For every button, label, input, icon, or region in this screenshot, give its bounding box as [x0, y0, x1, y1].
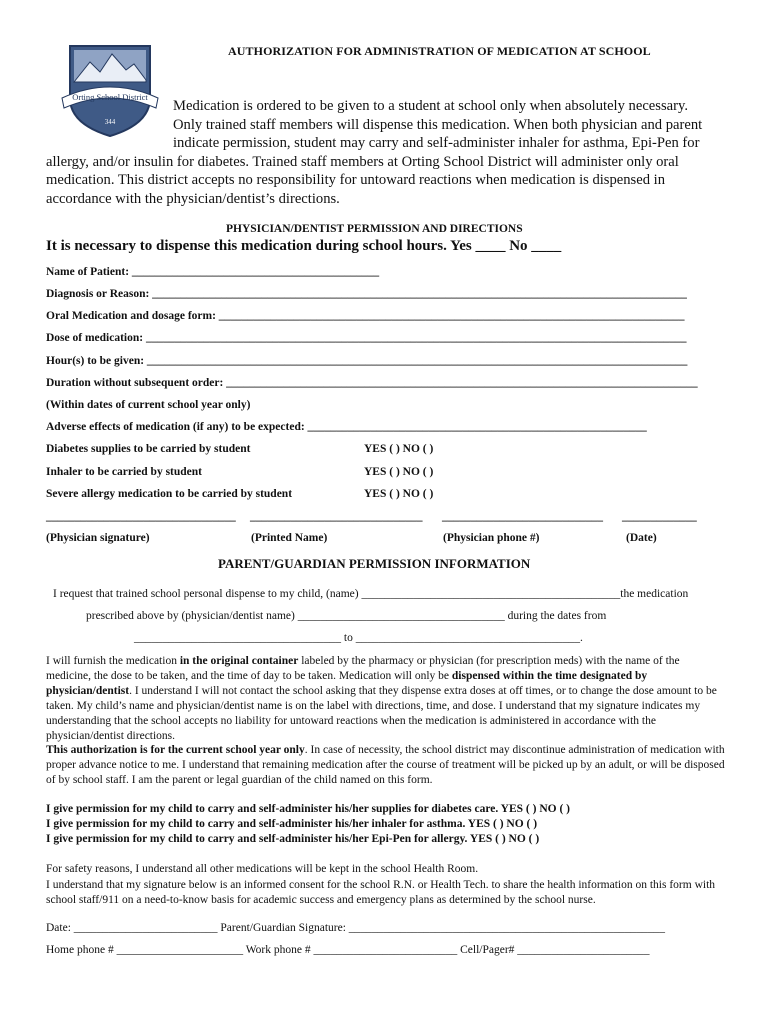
dose-field[interactable]: Dose of medication: ______________________________________________________________________________________________ — [46, 332, 687, 344]
carry-item-label: Diabetes supplies to be carried by student — [46, 443, 251, 455]
carry-item-options[interactable]: YES ( ) NO ( ) — [364, 488, 434, 500]
printed-name-caption: (Printed Name) — [251, 532, 328, 544]
dispense-question[interactable]: It is necessary to dispense this medication during school hours. Yes ____ No ____ — [46, 238, 562, 254]
document-title: AUTHORIZATION FOR ADMINISTRATION OF MEDICATION AT SCHOOL — [228, 44, 651, 58]
physician-section-title: PHYSICIAN/DENTIST PERMISSION AND DIRECTIONS — [226, 223, 523, 235]
duration-field[interactable]: Duration without subsequent order: __________________________________________________________________________________ — [46, 377, 698, 389]
carry-item-label: Severe allergy medication to be carried by student — [46, 488, 293, 500]
phone-line[interactable]: Home phone # ______________________ Work phone # _________________________ Cell/Pager# _______________________ — [46, 944, 650, 956]
intro-line: accordance with the physician/dentist’s directions. — [46, 190, 340, 207]
physician-signature-line[interactable]: _________________________________ — [46, 511, 236, 523]
physician-phone-line[interactable]: ____________________________ — [442, 511, 603, 523]
duration-note: (Within dates of current school year only) — [46, 399, 251, 411]
intro-line: allergy, and/or insulin for diabetes. Trained staff members at Orting School District will administer only oral — [46, 153, 679, 170]
intro-line: Medication is ordered to be given to a student at school only when absolutely necessary. — [173, 98, 688, 114]
physician-signature-caption: (Physician signature) — [46, 532, 150, 544]
furnish-paragraph: I will furnish the medication in the original container labeled by the pharmacy or physician (for prescription meds) with the name of the medicine, the dose to be taken, and the time of day to be taken. Medication will only be dispensed within the time designated by physician/dentist. I understand I will not contact the school asking that they dispense extra doses at off times, or to change the dose amount to be taken. My child’s name and physician/dentist name is on the label with directions, time, and dose. I understand that my signature indicates my understanding that the school accepts no liability for untoward reactions when the medication is administered in accordance with the physician/dentist directions. — [46, 655, 717, 742]
diagnosis-field[interactable]: Diagnosis or Reason: _____________________________________________________________________________________________ — [46, 288, 687, 300]
hours-field[interactable]: Hour(s) to be given: ______________________________________________________________________________________________ — [46, 355, 688, 367]
carry-item-options[interactable]: YES ( ) NO ( ) — [364, 443, 434, 455]
date-signature-line[interactable]: Date: _________________________ Parent/Guardian Signature: _______________________________________________________ — [46, 922, 666, 934]
intro-line: indicate permission, student may carry and self-administer inhaler for asthma, Epi-Pen for — [173, 135, 700, 152]
permission-epipen[interactable]: I give permission for my child to carry and self-administer his/her Epi-Pen for allergy. YES ( ) NO ( ) — [46, 833, 540, 845]
intro-line: medication. This district accepts no responsibility for untoward reactions when medication is dispensed in — [46, 172, 666, 189]
adverse-effects-field[interactable]: Adverse effects of medication (if any) to be expected: ___________________________________________________________ — [46, 421, 647, 433]
physician-phone-caption: (Physician phone #) — [443, 532, 540, 544]
carry-item-options[interactable]: YES ( ) NO ( ) — [364, 466, 434, 478]
consent-paragraph: I understand that my signature below is an informed consent for the school R.N. or Health Tech. to share the health information on this form with school staff/911 on a need-to-know basis for academic success and emergency plans as determined by the school nurse. — [46, 879, 716, 906]
request-line-2[interactable]: prescribed above by (physician/dentist name) ____________________________________ during the dates from — [86, 610, 607, 622]
date-line[interactable]: _____________ — [622, 511, 697, 523]
patient-name-field[interactable]: Name of Patient: ___________________________________________ — [46, 266, 380, 278]
safety-line: For safety reasons, I understand all other medications will be kept in the school Health Room. — [46, 863, 479, 875]
permission-inhaler[interactable]: I give permission for my child to carry and self-administer his/her inhaler for asthma. YES ( ) NO ( ) — [46, 818, 538, 830]
parent-section-title: PARENT/GUARDIAN PERMISSION INFORMATION — [218, 556, 531, 571]
intro-line: Only trained staff members will dispense this medication. When both physician and parent — [173, 116, 703, 133]
carry-item-label: Inhaler to be carried by student — [46, 466, 202, 478]
logo-text: Orting School District — [72, 92, 148, 102]
authorization-paragraph: This authorization is for the current school year only. In case of necessity, the school district may discontinue administration of medication with proper advance notice to me. I understand that remaining medication after the course of treatment will be picked up by an adult, or will be disposed of by school staff. I am the parent or legal guardian of the child named on this form. — [46, 744, 725, 786]
oral-medication-field[interactable]: Oral Medication and dosage form: _________________________________________________________________________________ — [46, 310, 685, 322]
permission-diabetes[interactable]: I give permission for my child to carry and self-administer his/her supplies for diabetes care. YES ( ) NO ( ) — [46, 803, 570, 815]
logo-number: 344 — [104, 118, 116, 126]
date-caption: (Date) — [626, 532, 657, 544]
request-line-3[interactable]: ____________________________________ to _______________________________________. — [134, 632, 583, 644]
intro-paragraph — [46, 97, 726, 209]
printed-name-line[interactable]: ______________________________ — [250, 511, 423, 523]
request-line-1[interactable]: I request that trained school personal dispense to my child, (name) _____________________________________________the medication — [53, 588, 689, 600]
